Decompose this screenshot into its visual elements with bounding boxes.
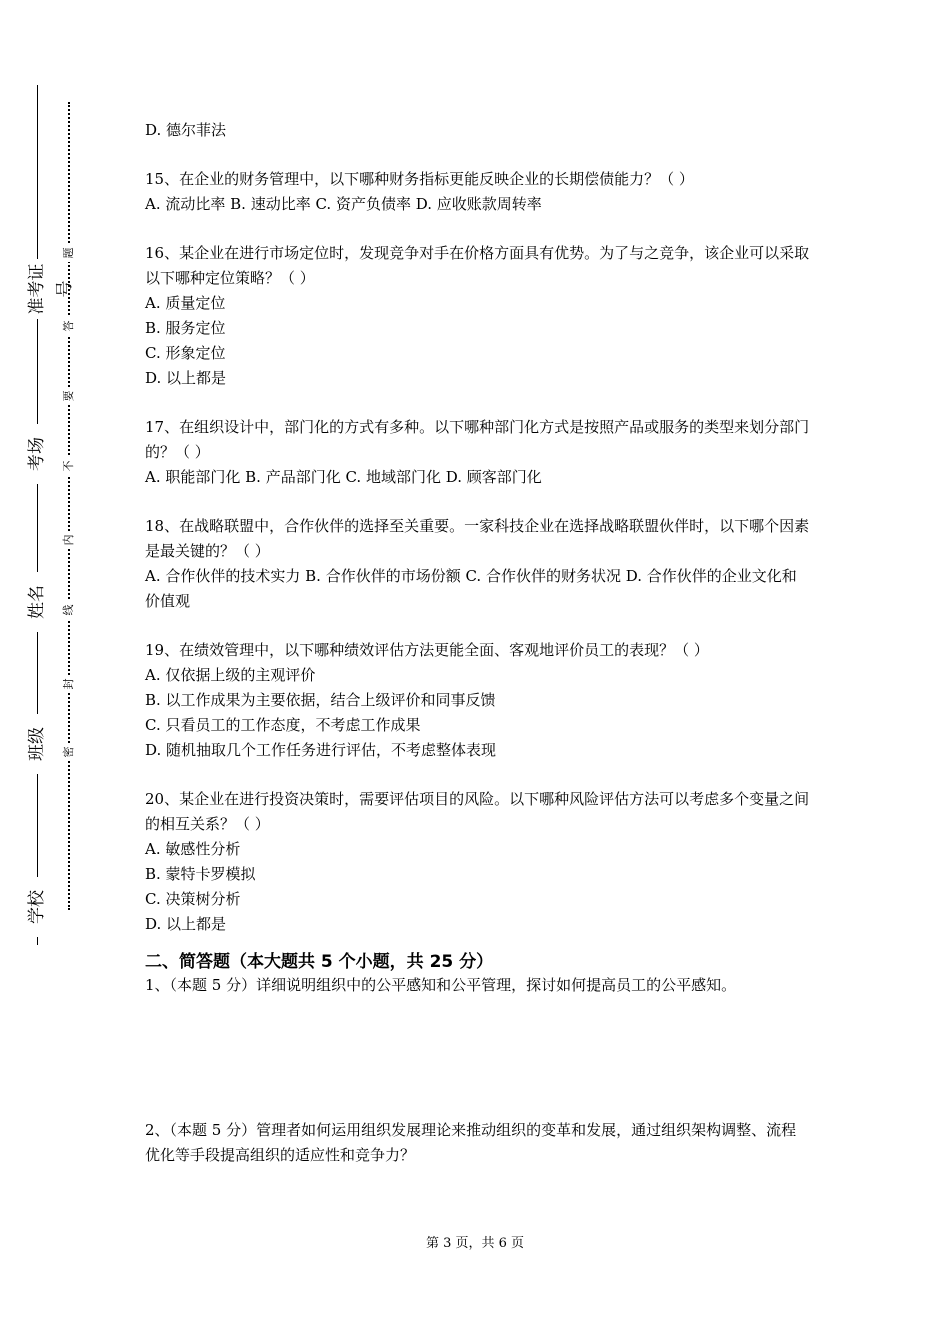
options-inline: A. 流动比率 B. 速动比率 C. 资产负债率 D. 应收账款周转率 [145,195,542,213]
section-title: 二、简答题（本大题共 5 个小题，共 25 分） [145,952,494,972]
field-exam-number: 准考证号 [23,259,51,319]
seal-char: 不 [61,457,77,475]
option: D. 以上都是 [145,369,227,387]
option: D. 随机抽取几个工作任务进行评估，不考虑整体表现 [145,741,497,759]
option: C. 形象定位 [145,344,226,362]
binding-dotted-line [68,102,70,910]
question-17 [145,415,810,490]
seal-char: 封 [61,675,77,693]
binding-margin [0,0,120,1344]
seal-char: 答 [61,317,77,335]
option: D. 以上都是 [145,915,227,933]
seal-char: 题 [61,244,77,262]
seal-char: 线 [61,601,77,619]
question-text: 20、某企业在进行投资决策时，需要评估项目的风险。以下哪种风险评估方法可以考虑多个变量之间的相互关系？（ ） [145,790,810,833]
option: A. 敏感性分析 [145,840,241,858]
option: D. 德尔菲法 [145,121,227,139]
option: C. 决策树分析 [145,890,241,908]
option: B. 蒙特卡罗模拟 [145,865,256,883]
field-exam-room: 考场 [23,424,51,484]
question-16 [145,241,810,391]
question-text: 17、在组织设计中，部门化的方式有多种。以下哪种部门化方式是按照产品或服务的类型来划分部门的？（ ） [145,418,810,461]
options-inline: A. 职能部门化 B. 产品部门化 C. 地域部门化 D. 顾客部门化 [145,468,542,486]
seal-char: 内 [61,531,77,549]
field-school: 学校 [23,877,51,937]
field-name: 姓名 [23,572,51,632]
field-class: 班级 [23,714,51,774]
short-answer-1: 1、（本题 5 分）详细说明组织中的公平感知和公平管理，探讨如何提高员工的公平感知。 [145,976,737,994]
question-text: 19、在绩效管理中，以下哪种绩效评估方法更能全面、客观地评价员工的表现？（ ） [145,641,709,659]
option: B. 以工作成果为主要依据，结合上级评价和同事反馈 [145,691,496,709]
question-text: 16、某企业在进行市场定位时，发现竞争对手在价格方面具有优势。为了与之竞争，该企业可以采取以下哪种定位策略？（ ） [145,244,810,287]
short-answer-2: 2、（本题 5 分）管理者如何运用组织发展理论来推动组织的变革和发展，通过组织架构调整、流程优化等手段提高组织的适应性和竞争力？ [145,1121,797,1164]
seal-char: 要 [61,387,77,405]
binding-solid-line [37,85,38,945]
seal-char: 密 [61,743,77,761]
question-18 [145,514,810,614]
question-15 [145,167,810,217]
question-text: 15、在企业的财务管理中，以下哪种财务指标更能反映企业的长期偿债能力？（ ） [145,170,694,188]
question-text: 18、在战略联盟中，合作伙伴的选择至关重要。一家科技企业在选择战略联盟伙伴时，以下哪个因素是最关键的？（ ） [145,517,810,560]
option: B. 服务定位 [145,319,226,337]
option: A. 质量定位 [145,294,226,312]
prev-question-tail [145,118,810,143]
question-20 [145,787,810,937]
question-19 [145,638,810,763]
option: A. 仅依据上级的主观评价 [145,666,316,684]
exam-content [145,118,810,1168]
page-footer: 第 3 页，共 6 页 [425,1236,525,1251]
option: C. 只看员工的工作态度，不考虑工作成果 [145,716,421,734]
options-inline: A. 合作伙伴的技术实力 B. 合作伙伴的市场份额 C. 合作伙伴的财务状况 D. 合作伙伴的企业文化和价值观 [145,567,797,610]
